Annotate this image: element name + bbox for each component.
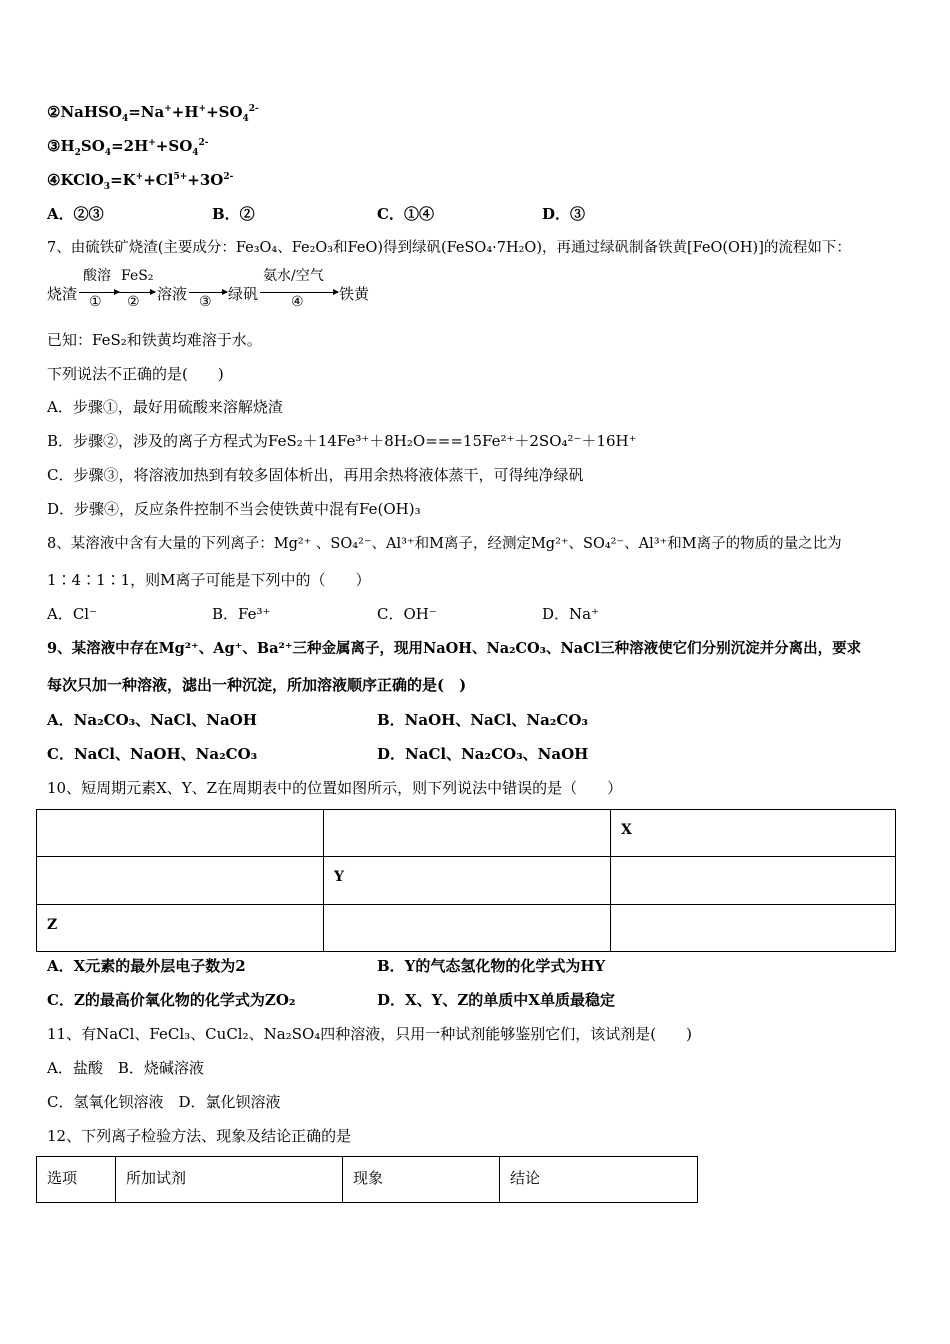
q8-option-d: D．Na⁺: [542, 605, 600, 623]
q7-option-c: C．步骤③，将溶液加热到有较多固体析出，再用余热将液体蒸干，可得纯净绿矾: [47, 466, 584, 484]
flow-node-solution: 溶液: [157, 285, 188, 303]
q7-option-d: D．步骤④，反应条件控制不当会使铁黄中混有Fe(OH)₃: [47, 500, 421, 518]
q6-equation-3: $③H_2SO_4=2H^++SO_4^{2-}$: [47, 137, 209, 158]
table-cell-z: Z: [37, 905, 324, 952]
table-cell: [324, 810, 611, 857]
q8-option-c: C．OH⁻: [377, 605, 437, 623]
flow-label-ammonia: 氨水/空气: [263, 268, 324, 284]
table-cell: [611, 905, 896, 952]
q12-stem: 12、下列离子检验方法、现象及结论正确的是: [47, 1127, 352, 1145]
q10-stem: 10、短周期元素X、Y、Z在周期表中的位置如图所示，则下列说法中错误的是（ ）: [47, 779, 623, 797]
q6-option-d: D．③: [542, 205, 586, 223]
flow-arrow-1: [79, 292, 119, 293]
flow-step-4: ④: [291, 294, 304, 310]
q12-table: [36, 1156, 698, 1203]
q6-equation-2: $②NaHSO_4=Na^++H^++SO_4^{2-}$: [47, 103, 259, 124]
q11-options-ab: A．盐酸 B．烧碱溶液: [47, 1059, 204, 1077]
q9-option-c: C．NaCl、NaOH、Na₂CO₃: [47, 745, 258, 763]
q8-stem-line-2: 1∶4∶1∶1，则M离子可能是下列中的（ ）: [47, 571, 371, 589]
q10-option-c: C．Z的最高价氧化物的化学式为ZO₂: [47, 991, 296, 1009]
q7-ask: 下列说法不正确的是( ): [47, 365, 224, 383]
flow-arrow-2: [119, 292, 155, 293]
table-row: [37, 905, 896, 952]
q7-option-a: A．步骤①，最好用硫酸来溶解烧渣: [47, 398, 283, 416]
table-cell: [611, 857, 896, 905]
flow-node-slag: 烧渣: [47, 285, 78, 303]
table-row: [37, 857, 896, 905]
q9-option-a: A．Na₂CO₃、NaCl、NaOH: [47, 711, 257, 729]
q10-option-b: B．Y的气态氢化物的化学式为HY: [377, 957, 606, 975]
table-cell-x: X: [611, 810, 896, 857]
table-cell: [37, 810, 324, 857]
q9-option-b: B．NaOH、NaCl、Na₂CO₃: [377, 711, 588, 729]
q7-known: 已知：FeS₂和铁黄均难溶于水。: [47, 331, 262, 349]
q6-option-b: B．②: [212, 205, 255, 223]
q10-periodic-table: [36, 809, 896, 952]
table-row: [37, 810, 896, 857]
table-header: 结论: [500, 1157, 698, 1203]
q7-option-b: B．步骤②，涉及的离子方程式为FeS₂＋14Fe³⁺＋8H₂O===15Fe²⁺＋2SO₄²⁻＋16H⁺: [47, 432, 637, 450]
q9-stem-line-1: 9、某溶液中存在Mg²⁺、Ag⁺、Ba²⁺三种金属离子，现用NaOH、Na₂CO₃、NaCl三种溶液使它们分别沉淀并分离出，要求: [47, 640, 862, 657]
q8-option-b: B．Fe³⁺: [212, 605, 271, 623]
q10-option-a: A．X元素的最外层电子数为2: [47, 957, 246, 975]
flow-arrow-4: [260, 292, 338, 293]
q10-option-d: D．X、Y、Z的单质中X单质最稳定: [377, 991, 615, 1009]
q8-option-a: A．Cl⁻: [47, 605, 98, 623]
flow-node-green-vitriol: 绿矾: [228, 285, 259, 303]
q8-stem-line-1: 8、某溶液中含有大量的下列离子：Mg²⁺ 、SO₄²⁻、Al³⁺和M离子，经测定Mg²⁺、SO₄²⁻、Al³⁺和M离子的物质的量之比为: [47, 536, 842, 552]
q9-option-d: D．NaCl、Na₂CO₃、NaOH: [377, 745, 589, 763]
q6-option-c: C．①④: [377, 205, 434, 223]
table-header: 选项: [37, 1157, 116, 1203]
table-cell: [37, 857, 324, 905]
q9-stem-line-2: 每次只加一种溶液，滤出一种沉淀，所加溶液顺序正确的是( ): [47, 676, 467, 694]
flow-step-1: ①: [89, 294, 102, 310]
table-cell-y: Y: [324, 857, 611, 905]
flow-label-acid: 酸溶: [83, 268, 111, 284]
q11-stem: 11、有NaCl、FeCl₃、CuCl₂、Na₂SO₄四种溶液，只用一种试剂能够鉴别它们，该试剂是( ): [47, 1025, 692, 1043]
q7-stem: 7、由硫铁矿烧渣(主要成分：Fe₃O₄、Fe₂O₃和FeO)得到绿矾(FeSO₄·7H₂O)，再通过绿矾制备铁黄[FeO(OH)]的流程如下：: [47, 240, 851, 256]
flow-label-fes2: FeS₂: [121, 268, 154, 284]
table-row: [37, 1157, 698, 1203]
q7-flow-diagram: [47, 266, 387, 316]
table-header: 所加试剂: [116, 1157, 343, 1203]
q6-equation-4: $④KClO_3=K^++Cl^{5+}+3O^{2-}$: [47, 171, 234, 192]
q6-option-a: A．②③: [47, 205, 104, 223]
flow-step-3: ③: [199, 294, 212, 310]
flow-node-iron-yellow: 铁黄: [339, 285, 370, 303]
flow-step-2: ②: [127, 294, 140, 310]
flow-arrow-3: [189, 292, 227, 293]
table-cell: [324, 905, 611, 952]
q11-options-cd: C．氢氧化钡溶液 D．氯化钡溶液: [47, 1093, 281, 1111]
table-header: 现象: [343, 1157, 500, 1203]
